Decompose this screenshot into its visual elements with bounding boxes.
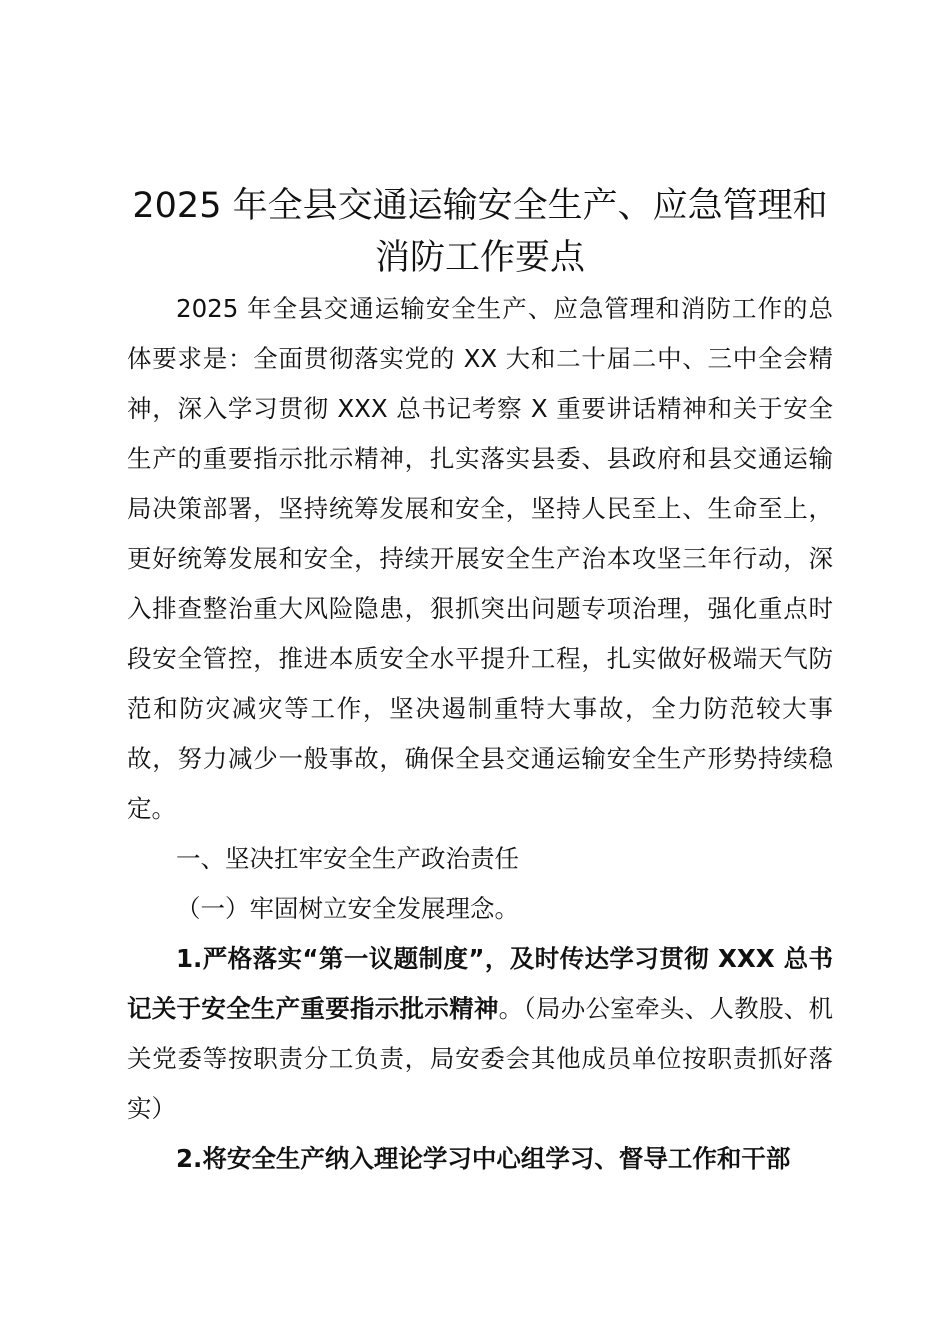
subsection-1-heading: （一）牢固树立安全发展理念。 [176, 894, 519, 923]
title-line-2: 消防工作要点 [374, 238, 585, 278]
item-1-paragraph [127, 934, 833, 1134]
item-2-paragraph: 2.将安全生产纳入理论学习中心组学习、督导工作和干部 [176, 1144, 791, 1173]
intro-paragraph: 2025 年全县交通运输安全生产、应急管理和消防工作的总体要求是：全面贯彻落实党的 XX 大和二十届二中、三中全会精神，深入学习贯彻 XXX 总书记考察 X 重要讲话精神和关于安全生产的重要指示批示精神，扎实落实县委、县政府和县交通运输局决策部署，坚持统筹发展和安全，坚持人民至上、生命至上，更好统筹发展和安全，持续开展安全生产治本攻坚三年行动，深入排查整治重大风险隐患，狠抓突出问题专项治理，强化重点时段安全管控，推进本质安全水平提升工程，扎实做好极端天气防范和防灾减灾等工作，坚决遏制重特大事故，全力防范较大事故，努力减少一般事故，确保全县交通运输安全生产形势持续稳定。 [127, 294, 833, 823]
document-body [127, 180, 833, 1184]
title-line-1: 2025 年全县交通运输安全生产、应急管理和 [132, 186, 828, 226]
item-1-rest-text: 。（局办公室牵头、人教股、机关党委等按职责分工负责，局安委会其他成员单位按职责抓好落实） [127, 994, 834, 1123]
document-title [127, 180, 833, 284]
section-1-heading: 一、坚决扛牢安全生产政治责任 [176, 844, 519, 873]
item-1-bold-text: 1.严格落实“第一议题制度”，及时传达学习贯彻 XXX 总书记关于安全生产重要指示批示精神 [127, 944, 833, 1023]
